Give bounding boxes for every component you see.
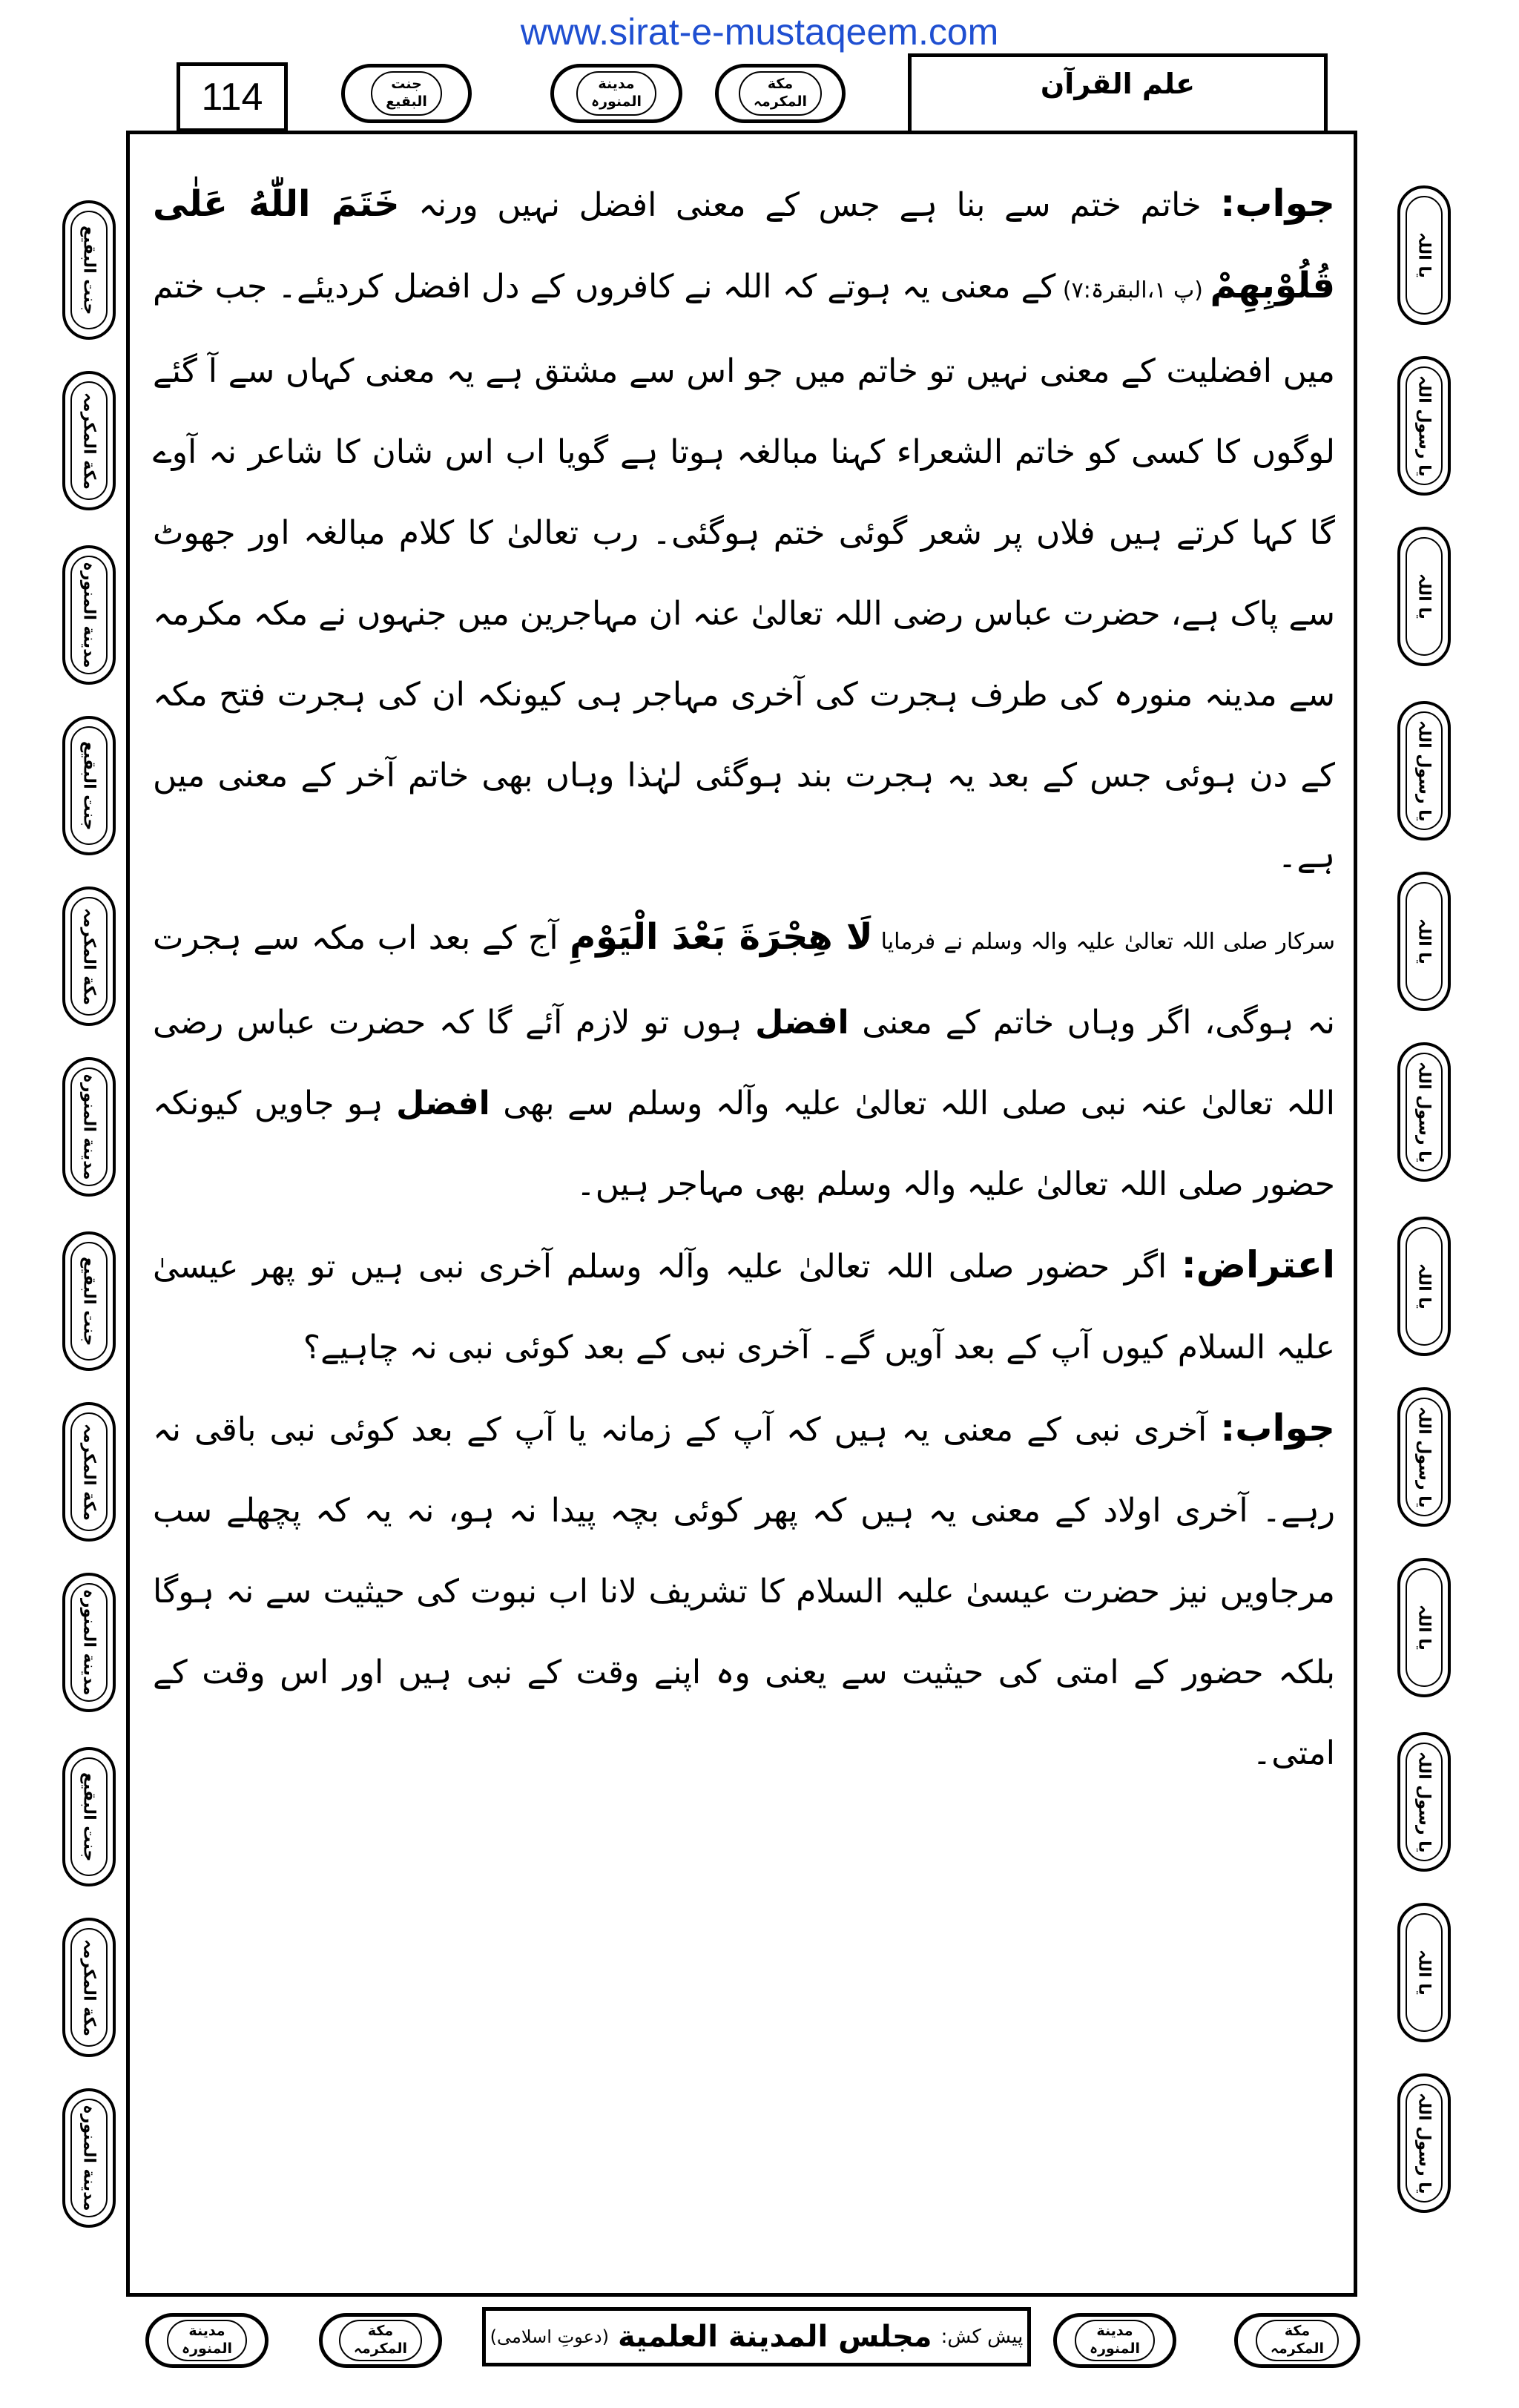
side-badge-text: یا اللہ [1414,573,1434,619]
side-badge-jannat [62,200,116,340]
side-badge-madinah [62,1573,116,1712]
side-badge-ya-allah [1397,1217,1451,1356]
badge-line: مکة [367,2323,394,2340]
side-badge-ya-rasool [1397,701,1451,841]
answer-label: جواب: [1220,182,1336,225]
answer-label: جواب: [1220,1407,1335,1450]
paragraph-text: ہو جاویں کیونکہ حضور صلی اللہ تعالیٰ علیہ والہ وسلم بھی مہاجر ہیں۔ [153,1085,1335,1203]
side-badge-text: مکة المکرمہ [79,1423,99,1521]
side-badge-text: جنت البقیع [79,740,99,831]
side-badge-text: مدینة المنورہ [79,562,99,668]
footer-badge-madinah [145,2313,268,2368]
side-badge-madinah [62,1057,116,1197]
publisher-name: مجلس المدینة العلمیة [617,2320,932,2354]
side-badge-makkah [62,1402,116,1542]
side-badge-text: یا رسول اللہ [1414,720,1434,822]
side-badge-jannat [62,1231,116,1371]
side-badge-text: یا اللہ [1414,918,1434,964]
side-badge-ya-rasool [1397,1387,1451,1527]
badge-line: مکة [767,76,794,93]
book-title: علم القرآن [908,53,1328,135]
verse-reference: (پ ۱،البقرۃ:۷) [1055,277,1210,303]
hadith-text: لَا هِجْرَةَ بَعْدَ الْيَوْمِ [570,916,873,958]
badge-line: مدینة [1096,2323,1133,2340]
badge-line: المکرمہ [1270,2340,1325,2357]
side-badge-text: یا اللہ [1414,1605,1434,1651]
quran-verse: خَتَمَ اللّٰهُ عَلٰى قُلُوْبِهِمْ [153,183,1335,306]
paragraph-text: خاتم ختم سے بنا ہے جس کے معنی افضل نہیں ورنہ [399,186,1221,224]
badge-line: مدینة [598,76,635,93]
presenter-label: پیش کش: [940,2326,1024,2348]
side-badge-jannat [62,1747,116,1886]
page-number: 114 [177,62,288,132]
badge-line: البقیع [386,93,427,110]
side-badge-makkah [62,1918,116,2057]
side-badge-text: مکة المکرمہ [79,392,99,490]
paragraph-text: آج کے بعد اب مکہ سے ہجرت نہ ہوگی، اگر وہاں خاتم کے معنی [153,919,1335,1042]
paragraph-objection [153,1225,1335,1388]
badge-line: المکرمہ [753,93,808,110]
side-badge-text: مکة المکرمہ [79,907,99,1005]
side-badge-ya-rasool [1397,1732,1451,1872]
side-badge-ya-allah [1397,1903,1451,2042]
side-badge-ya-rasool [1397,2073,1451,2213]
side-badge-madinah [62,545,116,685]
side-badge-text: مدینة المنورہ [79,1073,99,1180]
publisher-note: (دعوتِ اسلامی) [490,2326,609,2347]
paragraph-text: سرکار صلی اللہ تعالیٰ علیہ والہ وسلم نے فرمایا [872,929,1335,955]
paragraph-text: کے معنی یہ ہوتے کہ اللہ نے کافروں کے دل افضل کردیئے۔ جب ختم میں افضلیت کے معنی نہیں تو خاتم میں جو اس سے مشتق ہے یہ معنی کہاں سے آ گئے لوگوں کا کسی کو خاتم الشعراء کہنا مبالغہ ہوتا ہے گویا اب اس شان کا شاعر نہ آوے گا کہا کرتے ہیں فلاں پر شعر گوئی ختم ہوگئی۔ رب تعالیٰ کا کلام مبالغہ اور جھوٹ سے پاک ہے، حضرت عباس رضی اللہ تعالیٰ عنہ ان مہاجرین میں جنہوں نے مکہ مکرمہ سے مدینہ منورہ کی طرف ہجرت کی آخری مہاجر ہی کیونکہ ان کی ہجرت فتح مکہ کے دن ہوئی جس کے بعد یہ ہجرت بند ہوگئی لہٰذا وہاں بھی خاتم آخر کے معنی میں ہے۔ [153,268,1336,875]
side-badge-text: مدینة المنورہ [79,1589,99,1696]
emphasis-text: افضل [755,1004,849,1042]
side-badge-makkah [62,886,116,1026]
side-badge-ya-allah [1397,872,1451,1011]
body-text [153,163,1335,1794]
paragraph-answer-1 [153,163,1335,897]
paragraph-text: ہوں تو لازم آئے گا کہ حضرت عباس رضی اللہ تعالیٰ عنہ نبی صلی اللہ تعالیٰ علیہ وآلہ وسلم سے بھی [153,1004,1335,1122]
badge-line: المنورہ [1089,2340,1141,2357]
header-badge-madinah [550,64,682,123]
side-badge-text: یا رسول اللہ [1414,1406,1434,1508]
side-badge-ya-rasool [1397,1042,1451,1182]
publisher-credit [482,2307,1031,2366]
paragraph-text: اگر حضور صلی اللہ تعالیٰ علیہ وآلہ وسلم آخری نبی ہیں تو پھر عیسیٰ علیہ السلام کیوں آپ کے بعد آویں گے۔ آخری نبی کے بعد کوئی نبی نہ چاہیے؟ [153,1248,1335,1366]
website-url[interactable]: www.sirat-e-mustaqeem.com [520,11,999,53]
side-badge-madinah [62,2088,116,2228]
side-badge-text: یا اللہ [1414,1950,1434,1996]
paragraph-text: آخری نبی کے معنی یہ ہیں کہ آپ کے زمانہ یا آپ کے بعد کوئی نبی باقی نہ رہے۔ آخری اولاد کے معنی یہ ہیں کہ پھر کوئی بچہ پیدا نہ ہو، نہ یہ کہ پچھلے سب مرجاویں نیز حضرت عیسیٰ علیہ السلام کا تشریف لانا اب نبوت کی حیثیت سے نہ ہوگا بلکہ حضور کے امتی کی حیثیت سے یعنی وہ اپنے وقت کے نبی ہیں اور اس وقت کے امتی۔ [153,1411,1335,1772]
footer-badge-makkah [1234,2313,1360,2368]
footer-badge-madinah [1053,2313,1176,2368]
side-badge-ya-allah [1397,185,1451,325]
badge-line: مدینة [188,2323,225,2340]
side-badge-text: یا رسول اللہ [1414,1751,1434,1853]
side-badge-text: مکة المکرمہ [79,1938,99,2036]
side-badge-text: جنت البقیع [79,225,99,315]
badge-line: المکرمہ [353,2340,408,2357]
objection-label: اعتراض: [1181,1243,1335,1286]
side-badge-text: یا رسول اللہ [1414,2092,1434,2194]
side-badge-jannat [62,716,116,855]
emphasis-text: افضل [396,1085,490,1122]
footer-badge-makkah [319,2313,442,2368]
side-badge-text: جنت البقیع [79,1772,99,1862]
badge-line: المنورہ [181,2340,233,2357]
header-badge-jannat [341,64,472,123]
paragraph-hadith [153,897,1335,1225]
side-badge-ya-rasool [1397,356,1451,496]
side-badge-makkah [62,371,116,510]
badge-line: جنت [391,76,422,93]
side-badge-text: جنت البقیع [79,1256,99,1346]
badge-line: المنورہ [590,93,642,110]
side-badge-text: یا اللہ [1414,1263,1434,1309]
side-badge-ya-allah [1397,1558,1451,1697]
paragraph-answer-2 [153,1388,1335,1794]
side-badge-text: یا رسول اللہ [1414,1061,1434,1163]
side-badge-text: مدینة المنورہ [79,2105,99,2211]
side-badge-text: یا رسول اللہ [1414,375,1434,477]
side-badge-ya-allah [1397,527,1451,666]
badge-line: مکة [1284,2323,1311,2340]
side-badge-text: یا اللہ [1414,232,1434,278]
header-badge-makkah [715,64,846,123]
